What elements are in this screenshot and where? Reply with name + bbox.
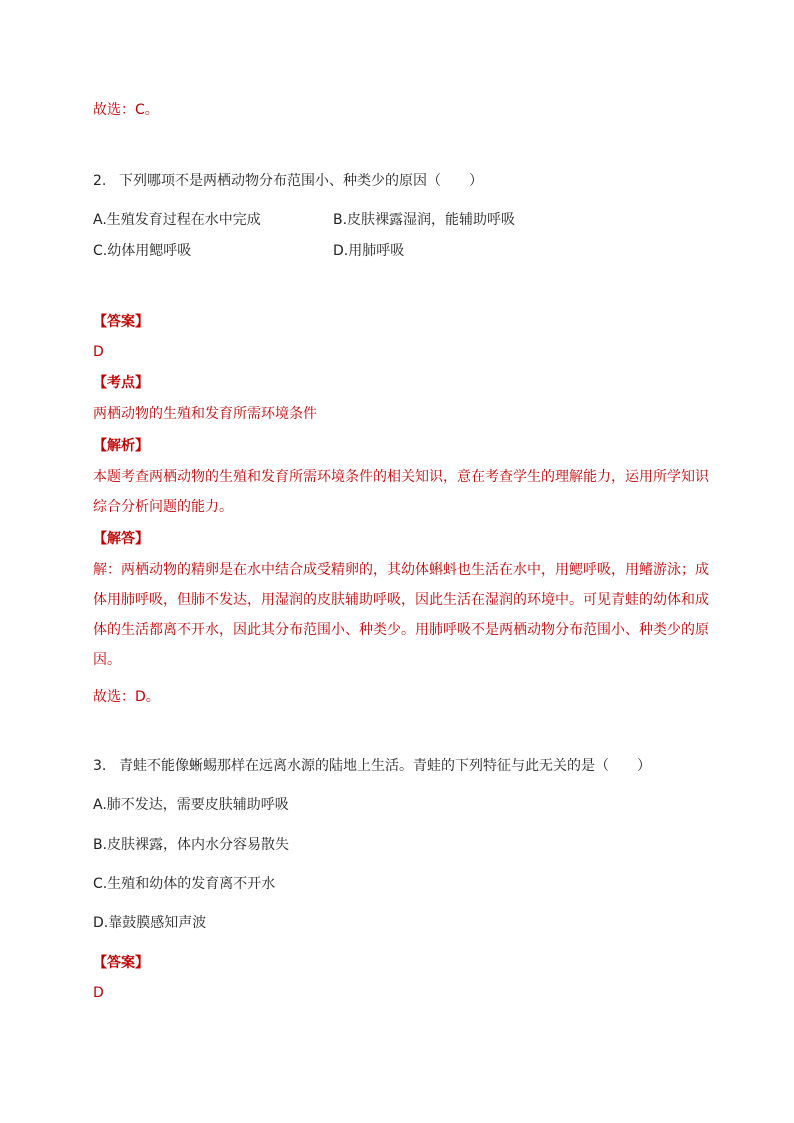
point-text: 两栖动物的生殖和发育所需环境条件 <box>93 406 317 422</box>
question-stem: 下列哪项不是两栖动物分布范围小、种类少的原因（ ） <box>119 173 483 189</box>
question-number: 2. <box>93 173 107 189</box>
option-d: D.靠鼓膜感知声波 <box>93 915 207 931</box>
question-stem: 青蛙不能像蜥蜴那样在远离水源的陆地上生活。青蛙的下列特征与此无关的是（ ） <box>119 758 651 774</box>
answer-value: D <box>93 985 104 1001</box>
answer-value: D <box>93 344 104 360</box>
option-b: B.皮肤裸露湿润，能辅助呼吸 <box>333 212 516 228</box>
option-a: A.生殖发育过程在水中完成 <box>93 212 261 228</box>
option-d: D.用肺呼吸 <box>333 243 405 259</box>
solution-text: 解：两栖动物的精卵是在水中结合成受精卵的，其幼体蝌蚪也生活在水中，用鳃呼吸，用鳍游泳；成体用肺呼吸，但肺不发达，用湿润的皮肤辅助呼吸，因此生活在湿润的环境中。可见青蛙的幼体和成体的生活都离不开水，因此其分布范围小、种类少。用肺呼吸不是两栖动物分布范围小、种类少的原因。 <box>93 562 709 668</box>
analysis-text: 本题考查两栖动物的生殖和发育所需环境条件的相关知识，意在考查学生的理解能力，运用所学知识综合分析问题的能力。 <box>93 469 709 515</box>
question-number: 3. <box>93 758 107 774</box>
option-c: C.幼体用鳃呼吸 <box>93 243 192 259</box>
question-3 <box>93 756 651 776</box>
final-answer: 故选：D。 <box>93 689 160 705</box>
option-c: C.生殖和幼体的发育离不开水 <box>93 876 276 892</box>
option-a: A.肺不发达，需要皮肤辅助呼吸 <box>93 797 289 813</box>
previous-answer: 故选：C。 <box>93 102 159 118</box>
solution-heading: 【解答】 <box>93 531 149 547</box>
analysis-heading: 【解析】 <box>93 438 149 454</box>
point-heading: 【考点】 <box>93 375 149 391</box>
question-2 <box>93 171 483 191</box>
answer-heading: 【答案】 <box>93 314 149 330</box>
option-b: B.皮肤裸露，体内水分容易散失 <box>93 837 290 853</box>
answer-heading: 【答案】 <box>93 955 149 971</box>
